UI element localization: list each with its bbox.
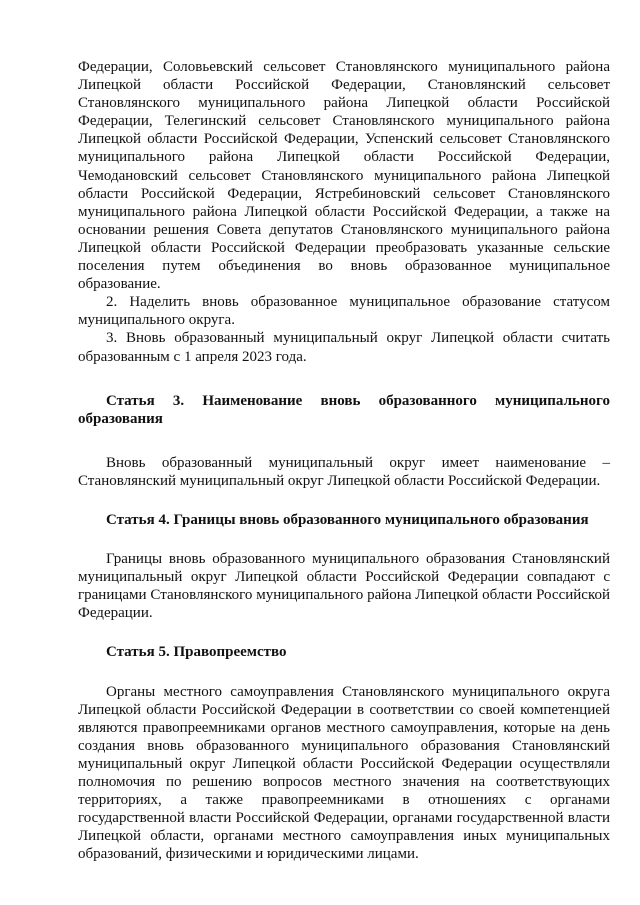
spacer bbox=[78, 662, 610, 683]
article-4-heading: Статья 4. Границы вновь образованного муниципального образования bbox=[106, 511, 589, 528]
spacer bbox=[78, 529, 610, 550]
spacer bbox=[78, 428, 610, 454]
article-4-text: Границы вновь образованного муниципального образования Становлянский муниципальный округ Липецкой области Российской Федерации совпадают с границами Становлянского муниципального района Липецкой области Российской Федерации. bbox=[78, 551, 610, 622]
spacer bbox=[78, 490, 610, 511]
article-3-text: Вновь образованный муниципальный округ имеет наименование – Становлянский муниципальный округ Липецкой области Российской Федерации. bbox=[78, 454, 610, 489]
intro-paragraph: Федерации, Соловьевский сельсовет Становлянского муниципального района Липецкой области Российской Федерации, Становлянский сельсовет Становлянского муниципального района Липецкой области Российской Федерации, Телегинский сельсовет Становлянского муниципального района Липецкой области Российской Федерации, Успенский сельсовет Становлянского муниципального района Липецкой области Российской Федерации, Чемодановский сельсовет Становлянского муниципального района Липецкой области Российской Федерации, Ястребиновский сельсовет Становлянского муниципального района Липецкой области Российской Федерации, а также на основании решения Совета депутатов Становлянского муниципального района Липецкой области Российской Федерации преобразовать указанные сельские поселения путем объединения во вновь образованное муниципальное образование. bbox=[78, 59, 610, 293]
item-3-paragraph: 3. Вновь образованный муниципальный округ Липецкой области считать образованным с 1 апреля 2023 года. bbox=[78, 330, 610, 365]
document-page bbox=[78, 58, 610, 863]
spacer bbox=[78, 366, 610, 392]
item-2-paragraph: 2. Наделить вновь образованное муниципальное образование статусом муниципального округа. bbox=[78, 294, 610, 329]
article-3-heading: Статья 3. Наименование вновь образованного муниципального образования bbox=[78, 392, 610, 427]
spacer bbox=[78, 622, 610, 643]
article-5-heading: Статья 5. Правопреемство bbox=[106, 644, 287, 661]
article-5-text: Органы местного самоуправления Становлянского муниципального округа Липецкой области Российской Федерации в соответствии со своей компетенцией являются правопреемниками органов местного самоуправления, которые на день создания вновь образованного муниципального образования Становлянский муниципальный округ Липецкой области Российской Федерации осуществляли полномочия по решению вопросов местного значения на соответствующих территориях, а также правопреемниками в отношениях с органами государственной власти Российской Федерации, органами государственной власти Липецкой области, органами местного самоуправления иных муниципальных образований, физическими и юридическими лицами. bbox=[78, 683, 610, 863]
